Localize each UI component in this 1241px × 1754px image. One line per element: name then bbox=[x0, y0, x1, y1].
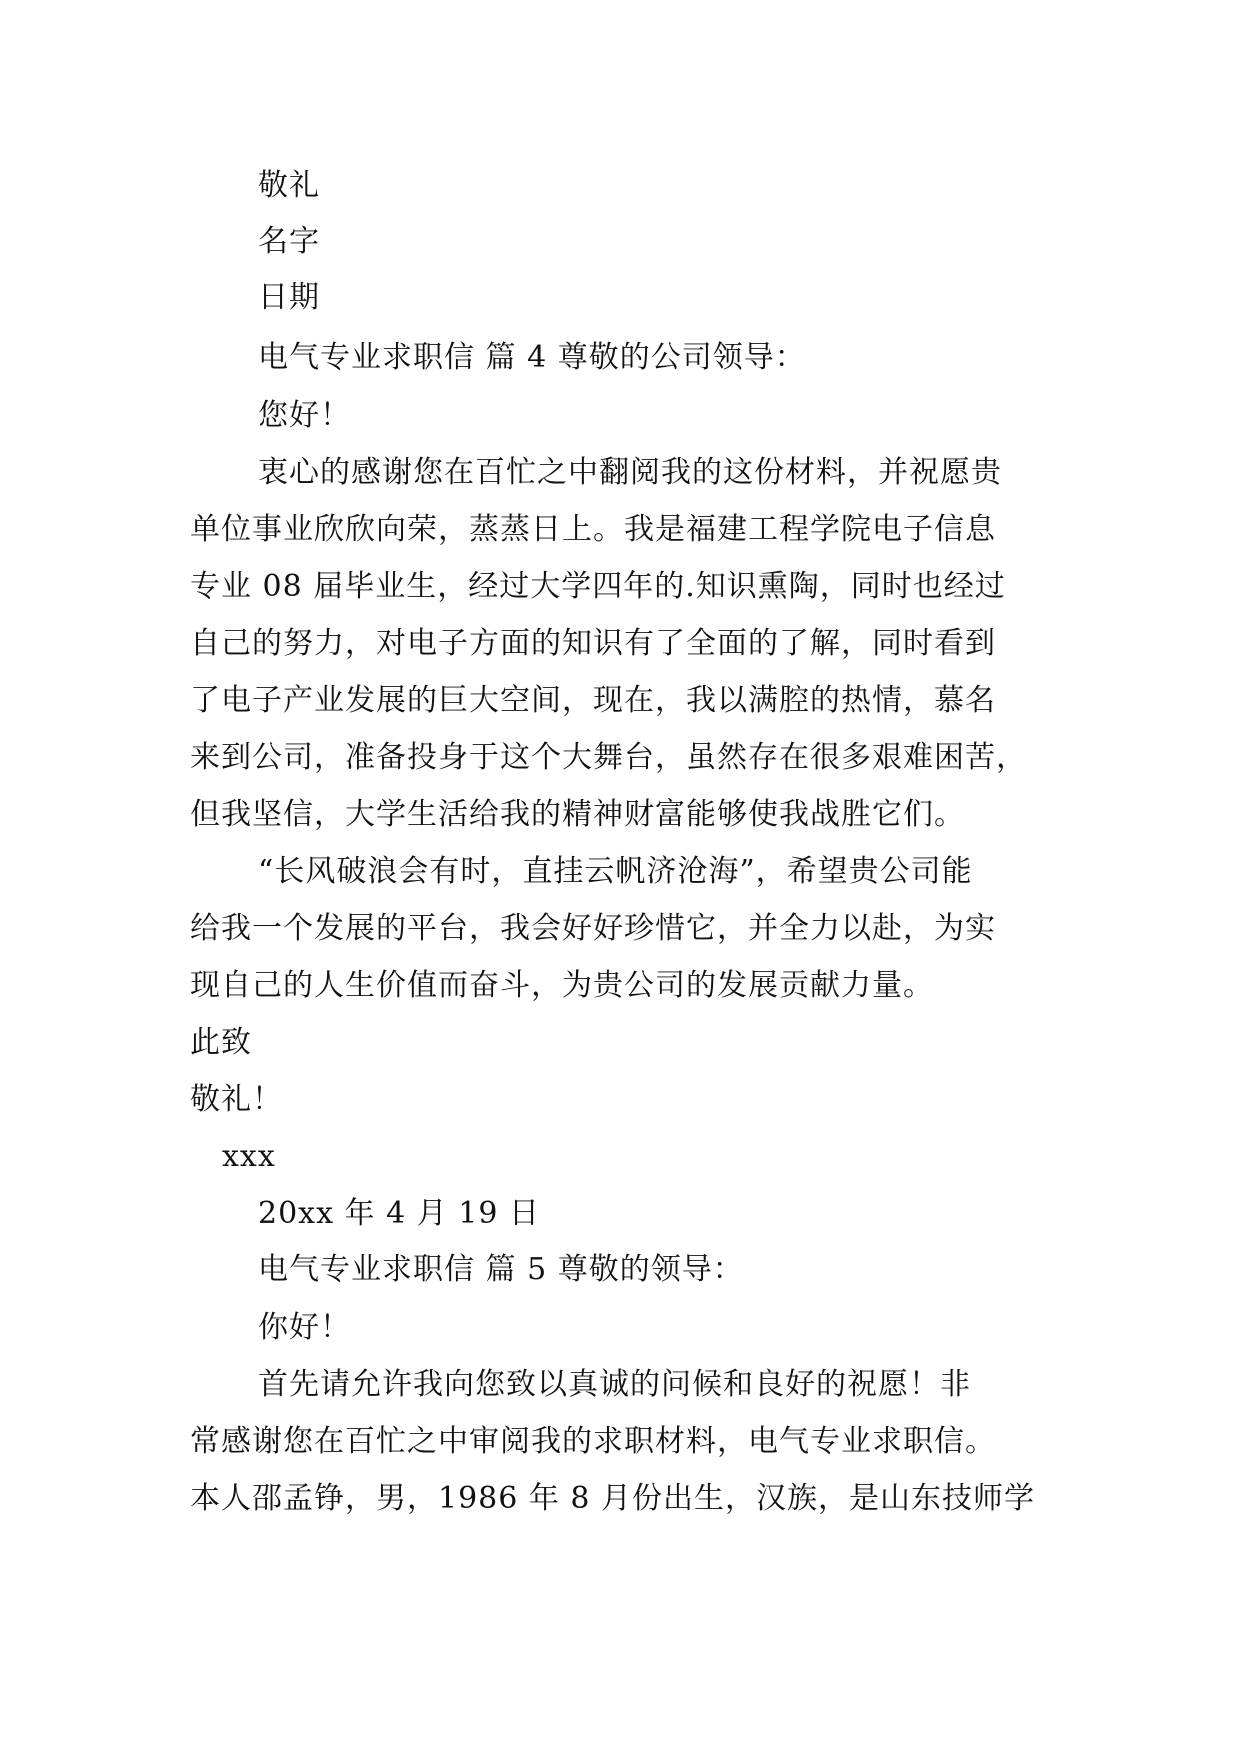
letter4-para2-line: 给我一个发展的平台，我会好好珍惜它，并全力以赴，为实 bbox=[190, 911, 996, 946]
letter4-para1-line: 专业 08 届毕业生，经过大学四年的.知识熏陶，同时也经过 bbox=[190, 569, 1006, 604]
letter4-signature: xxx bbox=[222, 1139, 276, 1174]
letter4-para1-line: 衷心的感谢您在百忙之中翻阅我的这份材料，并祝愿贵 bbox=[258, 455, 1002, 490]
closing-date: 日期 bbox=[258, 280, 320, 315]
letter4-para1-line: 但我坚信，大学生活给我的精神财富能够使我战胜它们。 bbox=[190, 797, 965, 832]
letter4-greeting: 您好！ bbox=[258, 398, 351, 433]
letter4-sign-off: 此致 bbox=[190, 1025, 252, 1060]
letter4-heading: 电气专业求职信 篇 4 尊敬的公司领导： bbox=[258, 340, 806, 375]
letter5-greeting: 你好！ bbox=[258, 1310, 351, 1345]
letter4-date: 20xx 年 4 月 19 日 bbox=[258, 1196, 540, 1231]
letter4-para1-line: 单位事业欣欣向荣，蒸蒸日上。我是福建工程学院电子信息 bbox=[190, 512, 996, 547]
letter4-regards: 敬礼！ bbox=[190, 1082, 283, 1117]
closing-name: 名字 bbox=[258, 224, 320, 259]
letter5-para1-line: 首先请允许我向您致以真诚的问候和良好的祝愿！非 bbox=[258, 1367, 971, 1402]
letter4-para1-line: 自己的努力，对电子方面的知识有了全面的了解，同时看到 bbox=[190, 626, 996, 661]
letter4-para1-line: 来到公司，准备投身于这个大舞台，虽然存在很多艰难困苦， bbox=[190, 740, 1027, 775]
letter5-para1-line: 本人邵孟铮，男，1986 年 8 月份出生，汉族，是山东技师学 bbox=[190, 1481, 1036, 1516]
letter4-para2-line: 现自己的人生价值而奋斗，为贵公司的发展贡献力量。 bbox=[190, 968, 934, 1003]
letter5-heading: 电气专业求职信 篇 5 尊敬的领导： bbox=[258, 1252, 744, 1287]
closing-regards: 敬礼 bbox=[258, 168, 320, 203]
letter5-para1-line: 常感谢您在百忙之中审阅我的求职材料，电气专业求职信。 bbox=[190, 1424, 996, 1459]
letter4-para2-line: “长风破浪会有时，直挂云帆济沧海”，希望贵公司能 bbox=[258, 854, 973, 889]
letter4-para1-line: 了电子产业发展的巨大空间，现在，我以满腔的热情，慕名 bbox=[190, 683, 996, 718]
